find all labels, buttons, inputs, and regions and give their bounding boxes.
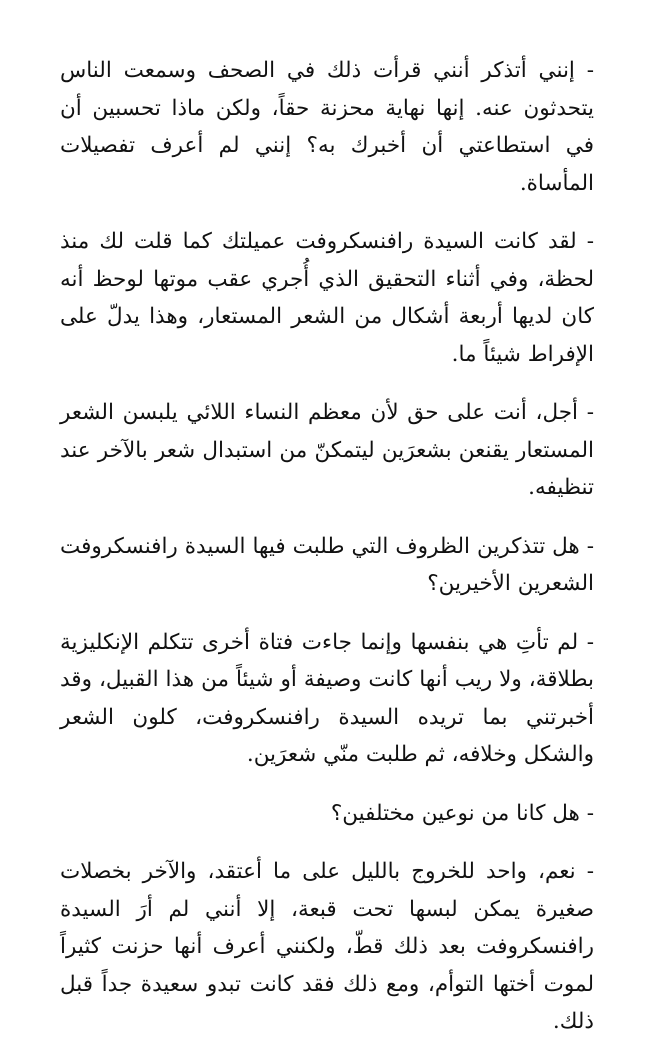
dialogue-paragraph: - هل كانا من نوعين مختلفين؟ [330, 800, 594, 826]
dialogue-paragraph: - هل تتذكرين الظروف التي طلبت فيها السيدة رافنسكروفت الشعرين الأخيرين؟ [60, 533, 594, 596]
dialogue-paragraph: - إنني أتذكر أنني قرأت ذلك في الصحف وسمعت الناس يتحدثون عنه. إنها نهاية محزنة حقاً، ولكن ماذا تحسبين أن في استطاعتي أن أخبرك به؟ إنني لم أعرف تفصيلات المأساة. [60, 58, 594, 196]
dialogue-paragraph: - لم تأتِ هي بنفسها وإنما جاءت فتاة أخرى تتكلم الإنكليزية بطلاقة، ولا ريب أنها كانت وصيفة أو شيئاً من هذا القبيل، وقد أخبرتني بما تريده السيدة رافنسكروفت، كلون الشعر والشكل وخلافه، ثم طلبت منّي شعرَين. [60, 629, 594, 767]
dialogue-paragraph: - لقد كانت السيدة رافنسكروفت عميلتك كما قلت لك منذ لحظة، وفي أثناء التحقيق الذي أُجري عقب موتها لوحظ أنه كان لديها أربعة أشكال من الشعر المستعار، وهذا يدلّ على الإفراط شيئاً ما. [60, 229, 594, 367]
book-page [60, 52, 594, 1062]
dialogue-paragraph: - نعم، واحد للخروج بالليل على ما أعتقد، والآخر بخصلات صغيرة يمكن لبسها تحت قبعة، إلا أنني لم أرَ السيدة رافنسكروفت بعد ذلك قطّ، ولكنني أعرف أنها حزنت كثيراً لموت أختها التوأم، ومع ذلك فقد كانت تبدو سعيدة جداً قبل ذلك. [60, 859, 594, 1034]
dialogue-paragraph: - أجل، أنت على حق لأن معظم النساء اللائي يلبسن الشعر المستعار يقنعن بشعرَين ليتمكنّ من استبدال شعر بالآخر عند تنظيفه. [60, 400, 594, 500]
